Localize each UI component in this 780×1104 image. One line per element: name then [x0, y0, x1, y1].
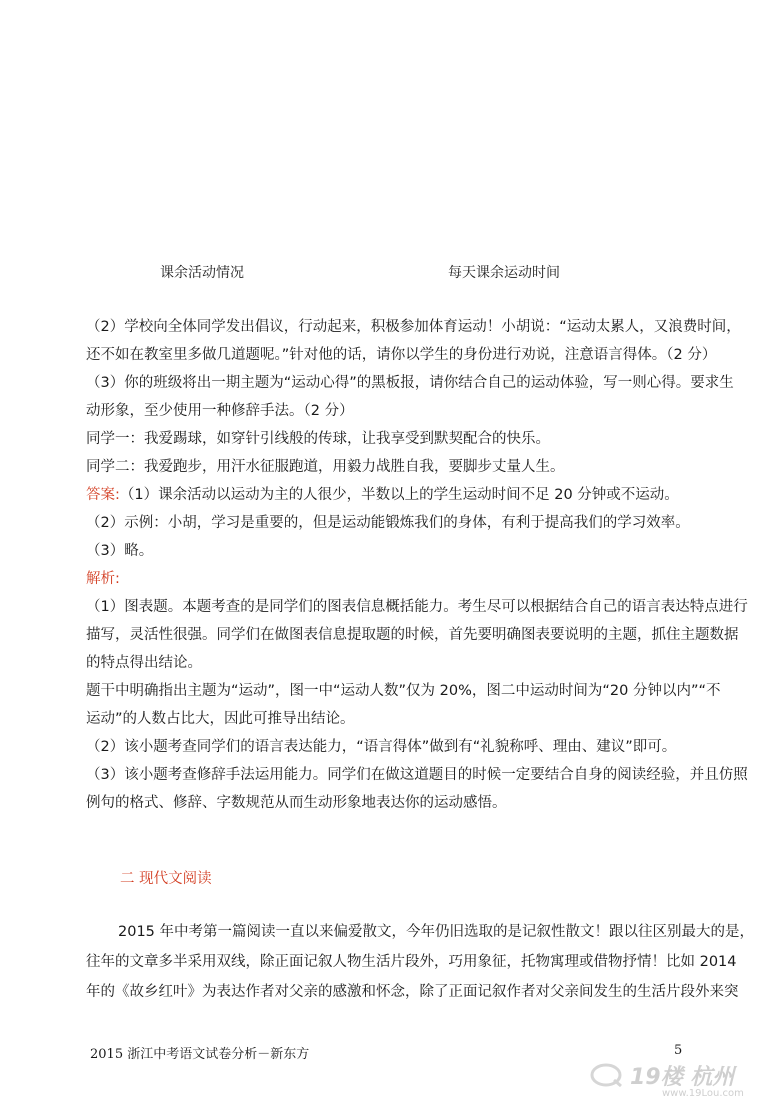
reading-line: 往年的文章多半采用双线，除正面记叙人物生活片段外，巧用象征，托物寓理或借物抒情！比如 2014 [86, 954, 737, 970]
reading-paragraph [86, 917, 755, 1007]
answer-line-3: （3）略。 [86, 543, 154, 559]
answer-line-1 [86, 481, 696, 509]
example-line: 同学一：我爱踢球，如穿针引线般的传球，让我享受到默契配合的快乐。 [86, 431, 550, 447]
watermark-logo-icon [590, 1062, 624, 1088]
page-footer: 2015 浙江中考语文试卷分析－新东方 [90, 1047, 310, 1062]
example-line: 同学二：我爱跑步，用汗水征服跑道，用毅力战胜自我，要脚步丈量人生。 [86, 459, 565, 475]
analysis-line: 例句的格式、修辞、字数规范从而生动形象地表达你的运动感悟。 [86, 795, 507, 811]
analysis-line: 运动”的人数占比大，因此可推导出结论。 [86, 711, 355, 727]
answer-line-2: （2）示例：小胡，学习是重要的，但是运动能锻炼我们的身体，有利于提高我们的学习效率。 [86, 515, 690, 531]
question-3-line: 动形象，至少使用一种修辞手法。（2 分） [86, 403, 354, 419]
question-2-line: （2）学校向全体同学发出倡议，行动起来，积极参加体育运动！小胡说：“运动太累人，又浪费时间， [86, 319, 741, 335]
chart-caption-right: 每天课余运动时间 [448, 265, 560, 281]
section-title: 二 现代文阅读 [120, 871, 212, 887]
analysis-line: 题干中明确指出主题为“运动”，图一中“运动人数”仅为 20%，图二中运动时间为“20 分钟以内”“不 [86, 683, 721, 699]
page-number: 5 [674, 1043, 683, 1058]
question-3-line: （3）你的班级将出一期主题为“运动心得”的黑板报，请你结合自己的运动体验，写一则心得。要求生 [86, 375, 734, 391]
reading-line: 年的《故乡红叶》为表达作者对父亲的感激和怀念，除了正面记叙作者对父亲间发生的生活片段外来突 [86, 984, 739, 1000]
watermark [590, 1060, 770, 1100]
watermark-url: www.19Lou.com [662, 1088, 744, 1099]
question-2-line: 还不如在教室里多做几道题呢。”针对他的话，请你以学生的身份进行劝说，注意语言得体。（2 分） [86, 347, 717, 363]
analysis-line: （3）该小题考查修辞手法运用能力。同学们在做这道题目的时候一定要结合自身的阅读经验，并且仿照 [86, 767, 748, 783]
analysis-line: （2）该小题考查同学们的语言表达能力，“语言得体”做到有“礼貌称呼、理由、建议”即可。 [86, 739, 677, 755]
analysis-line: 描写，灵活性很强。同学们在做图表信息提取题的时候，首先要明确图表要说明的主题，抓住主题数据 [86, 627, 739, 643]
chart-caption-left: 课余活动情况 [160, 265, 244, 281]
watermark-text: 19楼 杭州 [630, 1065, 735, 1090]
analysis-label: 解析: [86, 571, 120, 587]
question-answer-block [86, 313, 748, 817]
reading-line: 2015 年中考第一篇阅读一直以来偏爱散文，今年仍旧选取的是记叙性散文！跟以往区别最大的是， [118, 924, 755, 940]
answer-text: （1）课余活动以运动为主的人很少，半数以上的学生运动时间不足 20 分钟或不运动。 [119, 487, 679, 503]
analysis-line: 的特点得出结论。 [86, 655, 202, 671]
answer-label: 答案: [86, 487, 120, 503]
analysis-line: （1）图表题。本题考查的是同学们的图表信息概括能力。考生尽可以根据结合自己的语言表达特点进行 [86, 599, 748, 615]
